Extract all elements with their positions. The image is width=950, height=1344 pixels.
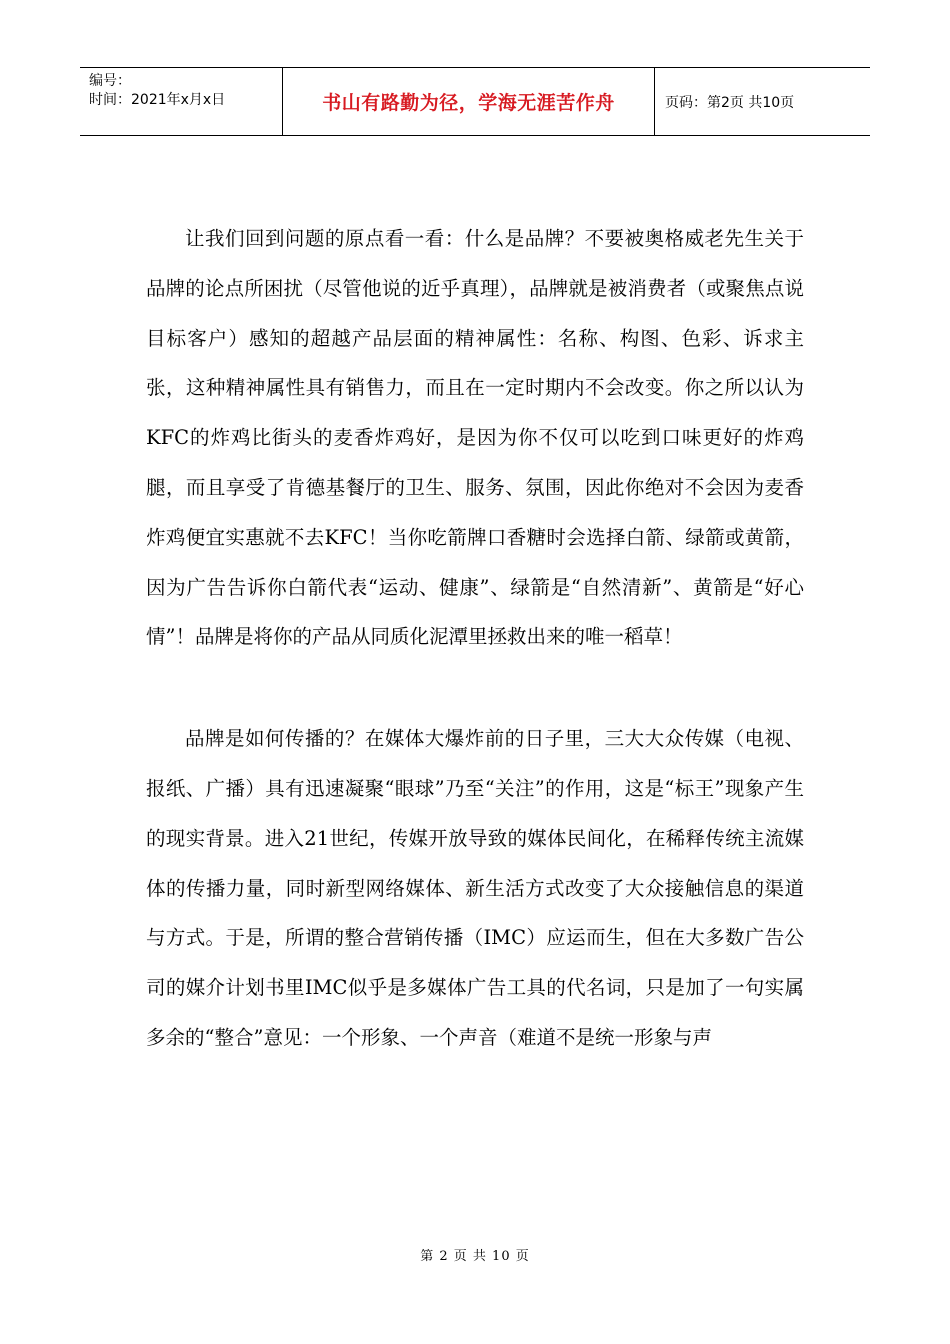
body-paragraph-1: 让我们回到问题的原点看一看：什么是品牌？不要被奥格威老先生关于品牌的论点所困扰（尽管他说的近乎真理），品牌就是被消费者（或聚焦点说目标客户）感知的超越产品层面的精神属性：名称、构图、色彩、诉求主张，这种精神属性具有销售力，而且在一定时期内不会改变。你之所以认为KFC的炸鸡比街头的麦香炸鸡好，是因为你不仅可以吃到口味更好的炸鸡腿，而且享受了肯德基餐厅的卫生、服务、氛围，因此你绝对不会因为麦香炸鸡便宜实惠就不去KFC！当你吃箭牌口香糖时会选择白箭、绿箭或黄箭，因为广告告诉你白箭代表“运动、健康”、绿箭是“自然清新”、黄箭是“好心情”！品牌是将你的产品从同质化泥潭里拯救出来的唯一稻草！: [146, 227, 804, 649]
header-info-cell: [80, 68, 283, 135]
document-number-label: 编号：: [89, 73, 131, 89]
page-header: [80, 67, 870, 136]
body-paragraph-2: 品牌是如何传播的？在媒体大爆炸前的日子里，三大大众传媒（电视、报纸、广播）具有迅速凝聚“眼球”乃至“关注”的作用，这是“标王”现象产生的现实背景。进入21世纪，传媒开放导致的媒体民间化，在稀释传统主流媒体的传播力量，同时新型网络媒体、新生活方式改变了大众接触信息的渠道与方式。于是，所谓的整合营销传播（IMC）应运而生，但在大多数广告公司的媒介计划书里IMC似乎是多媒体广告工具的代名词，只是加了一句实属多余的“整合”意见：一个形象、一个声音（难道不是统一形象与声: [146, 727, 804, 1049]
paragraph-spacer: [146, 662, 804, 714]
header-motto: 书山有路勤为径，学海无涯苦作舟: [283, 68, 655, 135]
header-page-indicator: 页码：第2页 共10页: [665, 94, 795, 111]
page-footer: 第 2 页 共 10 页: [420, 1249, 530, 1264]
document-body: [146, 214, 804, 1063]
document-date-label: 时间：2021年x月x日: [89, 92, 226, 108]
